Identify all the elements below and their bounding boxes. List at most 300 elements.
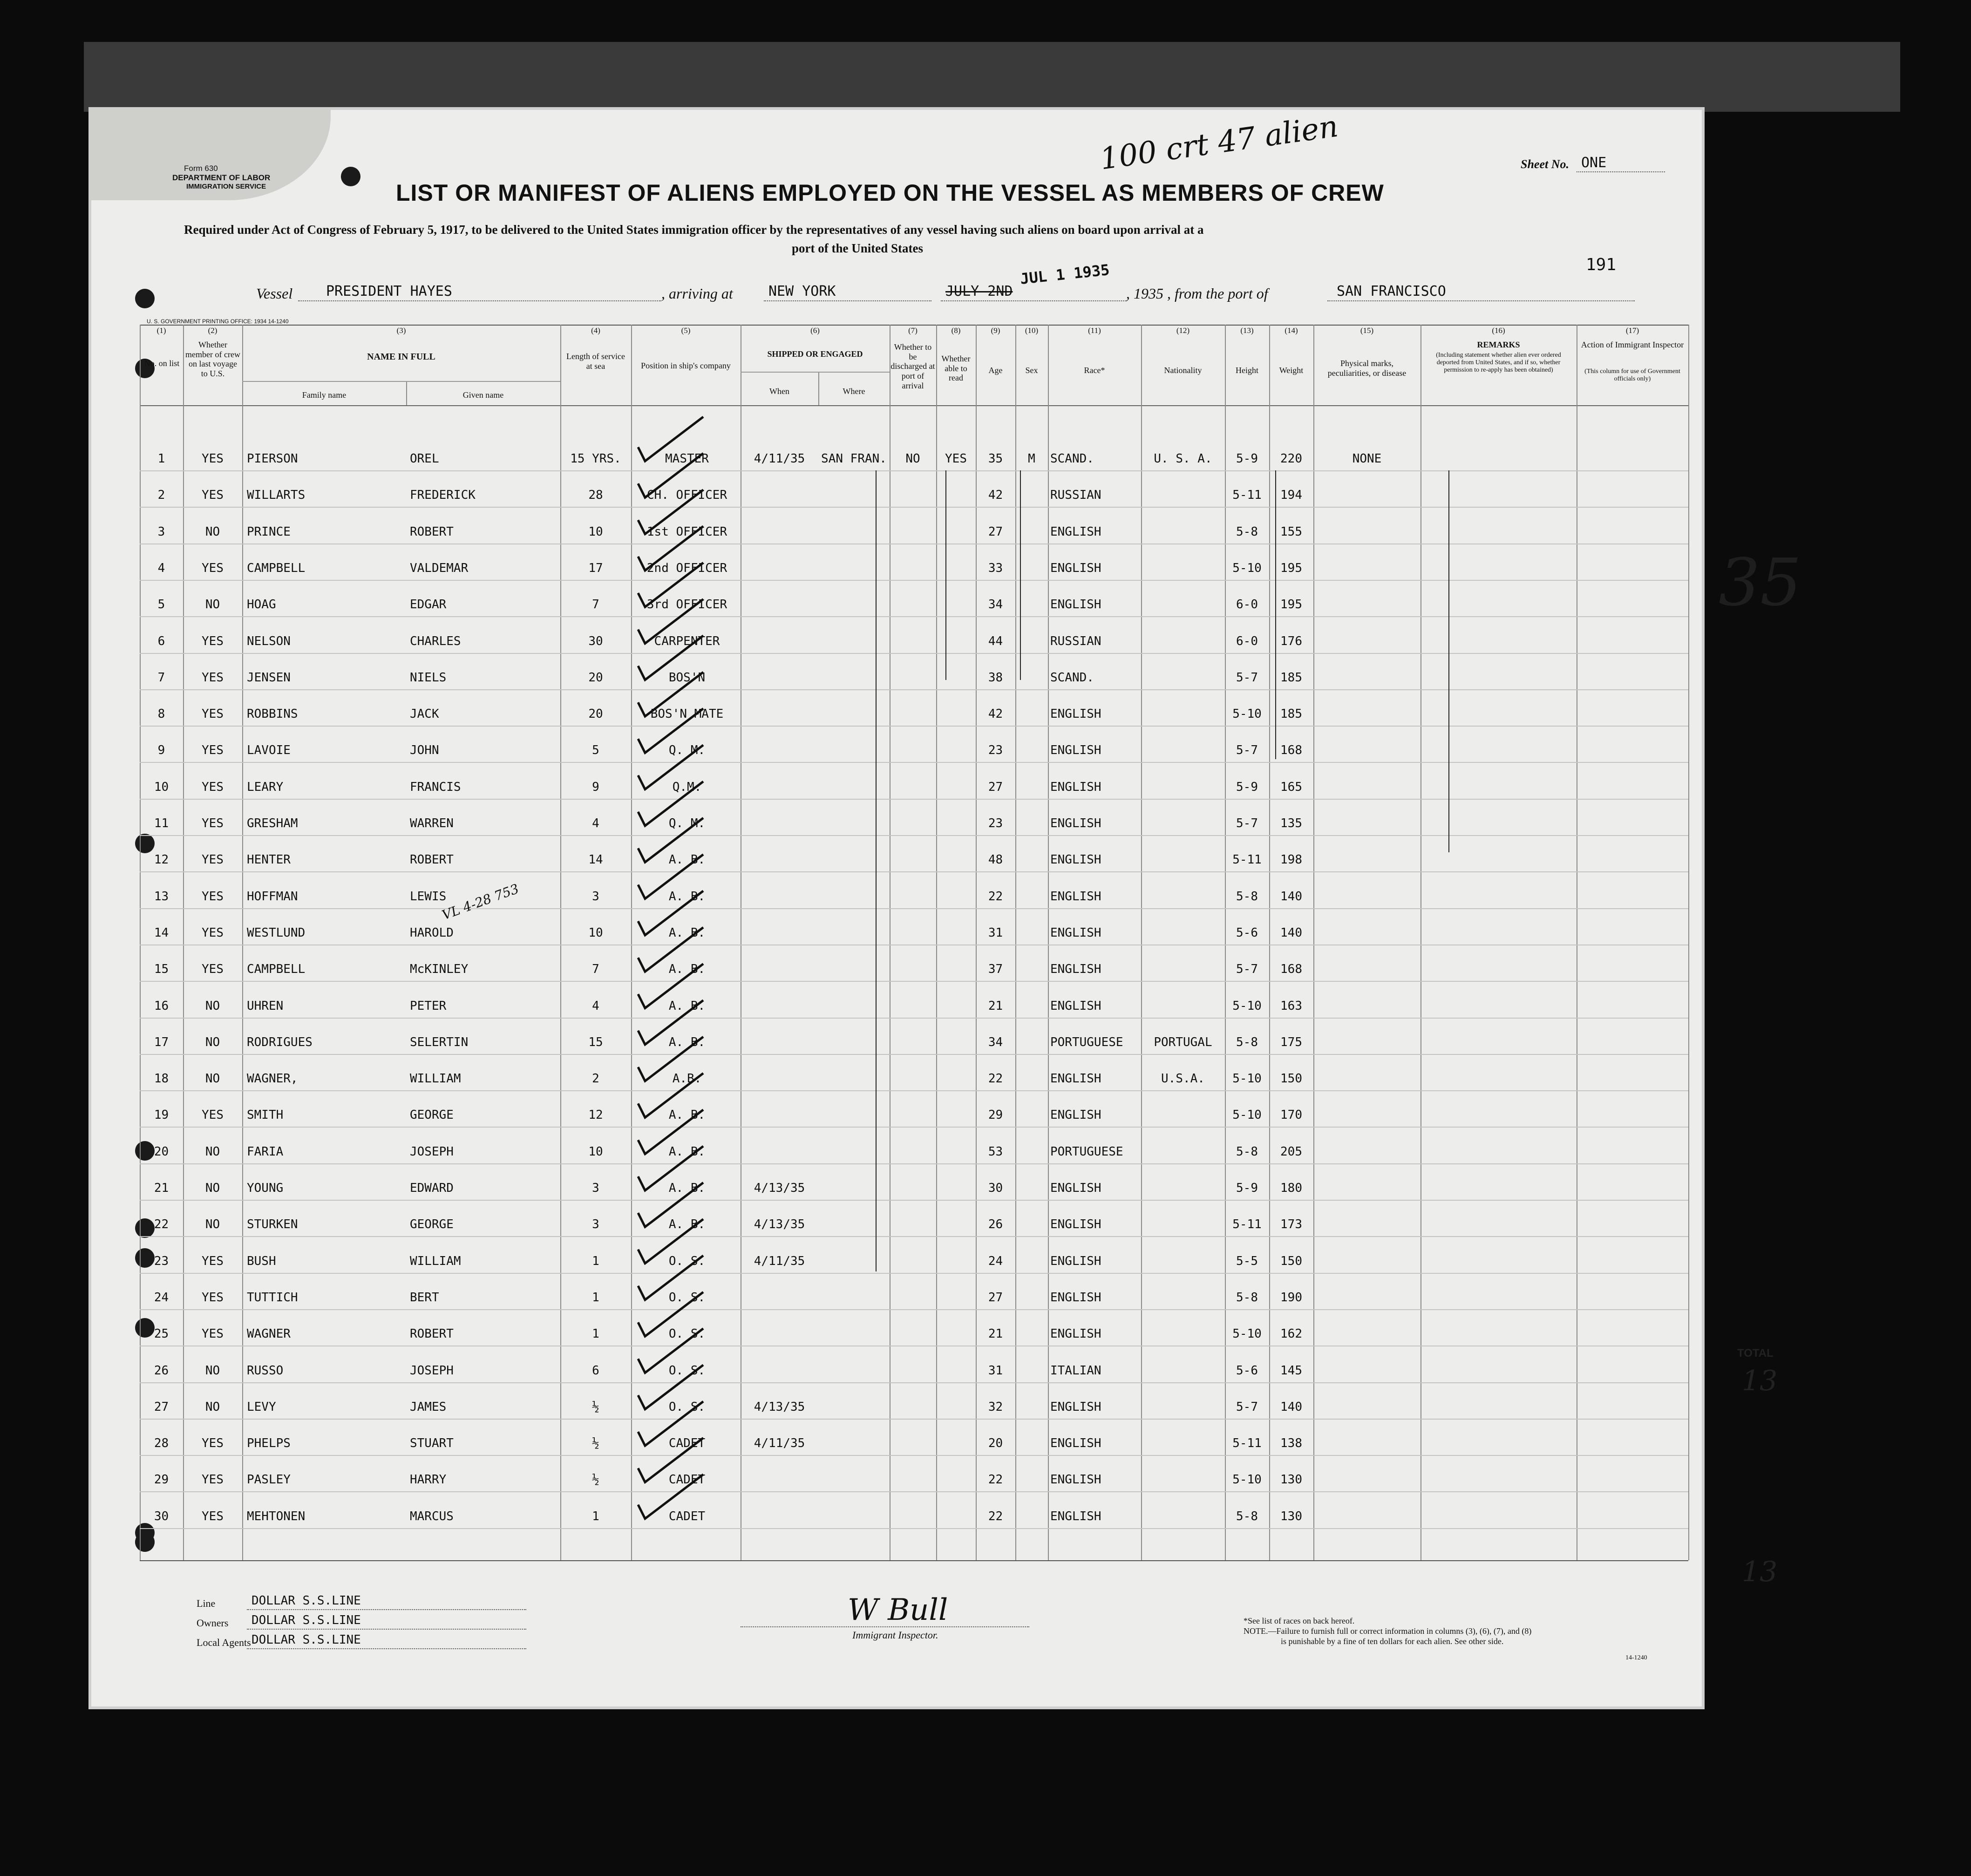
cell-race: ENGLISH xyxy=(1050,561,1101,575)
cell-given: FREDERICK xyxy=(410,488,476,502)
row-divider xyxy=(140,689,1688,690)
line-value: DOLLAR S.S.LINE xyxy=(251,1594,361,1608)
cell-no: 14 xyxy=(154,926,169,940)
header-action-note: (This column for use of Government officials only) xyxy=(1584,368,1680,383)
cell-age: 27 xyxy=(988,525,1003,539)
cell-prev: YES xyxy=(202,1108,224,1122)
cell-weight: 155 xyxy=(1280,525,1302,539)
immigrant-inspector-label: Immigrant Inspector. xyxy=(852,1629,938,1641)
cell-age: 38 xyxy=(988,671,1003,685)
cell-family: PHELPS xyxy=(247,1436,291,1450)
colnum-1: (1) xyxy=(156,326,166,335)
cell-family: ROBBINS xyxy=(247,707,298,721)
local-agents-label: Local Agents xyxy=(197,1637,251,1648)
cell-height: 5-11 xyxy=(1232,488,1262,502)
form-subtitle-2: port of the United States xyxy=(792,241,923,255)
row-divider xyxy=(140,1163,1688,1164)
cell-position: 3rd OFFICER xyxy=(646,598,727,612)
cell-service: 15 xyxy=(588,1035,603,1049)
cell-height: 5-10 xyxy=(1232,1473,1262,1487)
row-divider xyxy=(140,580,1688,581)
cell-age: 22 xyxy=(988,890,1003,904)
colnum-16: (16) xyxy=(1492,326,1505,335)
cell-position: O. S. xyxy=(668,1364,706,1378)
cell-prev: YES xyxy=(202,780,224,794)
cell-family: PIERSON xyxy=(247,452,298,466)
cell-family: CAMPBELL xyxy=(247,561,306,575)
cell-family: MEHTONEN xyxy=(247,1509,306,1523)
cell-age: 31 xyxy=(988,1364,1003,1378)
cell-given: GEORGE xyxy=(410,1108,454,1122)
cell-position: A. B. xyxy=(668,853,706,867)
cell-weight: 168 xyxy=(1280,962,1302,976)
cell-race: PORTUGUESE xyxy=(1050,1145,1123,1159)
cell-no: 2 xyxy=(157,488,165,502)
cell-weight: 190 xyxy=(1280,1291,1302,1305)
cell-position: A. B. xyxy=(668,962,706,976)
margin-mark: 35 xyxy=(1719,545,1802,621)
cell-service: 30 xyxy=(588,634,603,648)
cell-no: 17 xyxy=(154,1035,169,1049)
vessel-name: PRESIDENT HAYES xyxy=(326,283,452,299)
colnum-4: (4) xyxy=(591,326,600,335)
cell-position: A. B. xyxy=(668,1217,706,1231)
row-divider xyxy=(140,981,1688,982)
cell-given: JOSEPH xyxy=(410,1145,454,1159)
cell-no: 6 xyxy=(157,634,165,648)
cell-service: 17 xyxy=(588,561,603,575)
colnum-15: (15) xyxy=(1360,326,1374,335)
cell-prev: YES xyxy=(202,853,224,867)
cell-service: 20 xyxy=(588,671,603,685)
cell-prev: YES xyxy=(202,452,224,466)
cell-race: ENGLISH xyxy=(1050,999,1101,1013)
cell-prev: YES xyxy=(202,707,224,721)
cell-height: 5-6 xyxy=(1236,1364,1258,1378)
cell-given: EDGAR xyxy=(410,598,447,612)
cell-prev: NO xyxy=(205,1364,220,1378)
cell-no: 19 xyxy=(154,1108,169,1122)
ditto-line xyxy=(876,470,877,1271)
cell-position: A.B. xyxy=(672,1072,702,1086)
cell-prev: NO xyxy=(205,1072,220,1086)
cell-age: 33 xyxy=(988,561,1003,575)
cell-prev: YES xyxy=(202,488,224,502)
cell-height: 5-9 xyxy=(1236,1181,1258,1195)
cell-given: OREL xyxy=(410,452,439,466)
cell-prev: NO xyxy=(205,1217,220,1231)
row-divider xyxy=(140,616,1688,617)
cell-race: ENGLISH xyxy=(1050,1400,1101,1414)
cell-given: GEORGE xyxy=(410,1217,454,1231)
cell-given: WILLIAM xyxy=(410,1254,461,1268)
date-stamp: JUL 1 1935 xyxy=(1019,261,1111,288)
cell-no: 20 xyxy=(154,1145,169,1159)
cell-prev: NO xyxy=(205,1145,220,1159)
cell-height: 5-8 xyxy=(1236,1145,1258,1159)
cell-weight: 205 xyxy=(1280,1145,1302,1159)
cell-given: MARCUS xyxy=(410,1509,454,1523)
form-code: 14-1240 xyxy=(1625,1654,1647,1661)
cell-prev: NO xyxy=(205,1035,220,1049)
cell-age: 24 xyxy=(988,1254,1003,1268)
cell-height: 5-9 xyxy=(1236,452,1258,466)
row-divider xyxy=(140,1419,1688,1420)
check-mark xyxy=(638,417,703,461)
form-number: Form 630 xyxy=(184,164,218,173)
cell-family: WAGNER, xyxy=(247,1072,298,1086)
cell-given: JOHN xyxy=(410,743,439,757)
cell-weight: 165 xyxy=(1280,780,1302,794)
cell-given: CHARLES xyxy=(410,634,461,648)
cell-family: HENTER xyxy=(247,853,291,867)
cell-age: 22 xyxy=(988,1072,1003,1086)
row-divider xyxy=(140,1382,1688,1383)
cell-race: RUSSIAN xyxy=(1050,634,1101,648)
cell-age: 31 xyxy=(988,926,1003,940)
cell-position: O. S. xyxy=(668,1254,706,1268)
cell-when: 4/11/35 xyxy=(754,452,805,466)
cell-prev: YES xyxy=(202,890,224,904)
cell-race: ENGLISH xyxy=(1050,1473,1101,1487)
cell-prev: YES xyxy=(202,743,224,757)
cell-service: 14 xyxy=(588,853,603,867)
cell-age: 23 xyxy=(988,816,1003,830)
cell-nationality: U. S. A. xyxy=(1154,452,1212,466)
cell-height: 5-10 xyxy=(1232,999,1262,1013)
form-subtitle-1: Required under Act of Congress of February 5, 1917, to be delivered to the United States immigration officer by the representatives of any vessel having such aliens on board upon arrival at a xyxy=(184,223,1204,237)
colnum-6: (6) xyxy=(810,326,820,335)
header-previous-voyage: Whether member of crew on last voyage to U.S. xyxy=(185,340,240,379)
cell-service: 10 xyxy=(588,1145,603,1159)
cell-sex: M xyxy=(1028,452,1035,466)
row-divider xyxy=(140,1018,1688,1019)
cell-given: McKINLEY xyxy=(410,962,469,976)
cell-position: O. S. xyxy=(668,1327,706,1341)
colnum-17: (17) xyxy=(1625,326,1639,335)
cell-no: 9 xyxy=(157,743,165,757)
cell-family: JENSEN xyxy=(247,671,291,685)
cell-age: 29 xyxy=(988,1108,1003,1122)
header-height: Height xyxy=(1236,366,1258,375)
sheet-underline xyxy=(1577,171,1665,172)
cell-no: 22 xyxy=(154,1217,169,1231)
cell-no: 24 xyxy=(154,1291,169,1305)
cell-when: 4/13/35 xyxy=(754,1400,805,1414)
header-discharged: Whether to be discharged at port of arrival xyxy=(890,342,935,390)
fine-note-1: NOTE.—Failure to furnish full or correct information in columns (3), (6), (7), and (8) xyxy=(1244,1626,1532,1636)
cell-race: ENGLISH xyxy=(1050,926,1101,940)
cell-given: ROBERT xyxy=(410,853,454,867)
header-position: Position in ship's company xyxy=(641,361,731,370)
cell-family: UHREN xyxy=(247,999,284,1013)
cell-prev: NO xyxy=(205,525,220,539)
cell-prev: YES xyxy=(202,1327,224,1341)
cell-height: 5-8 xyxy=(1236,1035,1258,1049)
cell-race: ENGLISH xyxy=(1050,598,1101,612)
cell-service: 4 xyxy=(592,999,599,1013)
cell-weight: 185 xyxy=(1280,707,1302,721)
cell-height: 5-7 xyxy=(1236,816,1258,830)
cell-no: 16 xyxy=(154,999,169,1013)
header-nationality: Nationality xyxy=(1164,366,1202,375)
cell-age: 30 xyxy=(988,1181,1003,1195)
header-family-name: Family name xyxy=(302,390,347,400)
cell-service: 10 xyxy=(588,525,603,539)
sheet-label: Sheet No. xyxy=(1521,157,1569,171)
cell-age: 34 xyxy=(988,598,1003,612)
header-shipped-engaged: SHIPPED OR ENGAGED xyxy=(767,349,863,359)
cell-no: 1 xyxy=(157,452,165,466)
cell-service: ½ xyxy=(592,1436,599,1450)
ditto-line xyxy=(1448,736,1449,773)
cell-race: ENGLISH xyxy=(1050,1217,1101,1231)
cell-weight: 162 xyxy=(1280,1327,1302,1341)
cell-family: GRESHAM xyxy=(247,816,298,830)
cell-service: 10 xyxy=(588,926,603,940)
cell-nationality: PORTUGAL xyxy=(1154,1035,1212,1049)
local-agents-value: DOLLAR S.S.LINE xyxy=(251,1633,361,1647)
cell-no: 4 xyxy=(157,561,165,575)
bottom-total-value: 13 xyxy=(1742,1556,1778,1588)
row-divider xyxy=(140,908,1688,909)
cell-nationality: U.S.A. xyxy=(1161,1072,1205,1086)
colnum-9: (9) xyxy=(991,326,1000,335)
cell-family: HOFFMAN xyxy=(247,890,298,904)
cell-weight: 130 xyxy=(1280,1509,1302,1523)
cell-position: A. B. xyxy=(668,1108,706,1122)
cell-given: JOSEPH xyxy=(410,1364,454,1378)
header-age: Age xyxy=(988,366,1003,375)
cell-weight: 130 xyxy=(1280,1473,1302,1487)
cell-service: 1 xyxy=(592,1291,599,1305)
cell-position: Q. M. xyxy=(668,743,706,757)
colnum-11: (11) xyxy=(1088,326,1101,335)
cell-age: 37 xyxy=(988,962,1003,976)
cell-family: SMITH xyxy=(247,1108,284,1122)
header-sex: Sex xyxy=(1025,366,1038,375)
cell-position: CARPENTER xyxy=(654,634,720,648)
vessel-label: Vessel xyxy=(256,285,293,302)
sheet-number: ONE xyxy=(1581,155,1607,171)
cell-race: SCAND. xyxy=(1050,671,1094,685)
colnum-14: (14) xyxy=(1285,326,1298,335)
cell-height: 5-8 xyxy=(1236,525,1258,539)
cell-weight: 140 xyxy=(1280,1400,1302,1414)
cell-weight: 180 xyxy=(1280,1181,1302,1195)
cell-given: SELERTIN xyxy=(410,1035,469,1049)
cell-position: Q.M. xyxy=(672,780,702,794)
cell-age: 27 xyxy=(988,780,1003,794)
cell-position: 2nd OFFICER xyxy=(646,561,727,575)
handwritten-count: 100 crt 47 alien xyxy=(1098,109,1340,177)
cell-position: A. B. xyxy=(668,1181,706,1195)
cell-weight: 163 xyxy=(1280,999,1302,1013)
header-able-to-read: Whether able to read xyxy=(941,354,971,383)
cell-position: MASTER xyxy=(665,452,709,466)
cell-where: SAN FRAN. xyxy=(821,452,887,466)
cell-age: 21 xyxy=(988,999,1003,1013)
cell-service: 7 xyxy=(592,598,599,612)
cell-height: 5-10 xyxy=(1232,1108,1262,1122)
row-14-annotation: VL 4-28 753 xyxy=(440,881,521,923)
cell-prev: YES xyxy=(202,1436,224,1450)
row-divider xyxy=(140,762,1688,763)
punch-hole xyxy=(341,167,360,186)
cell-no: 10 xyxy=(154,780,169,794)
header-where: Where xyxy=(843,387,865,396)
cell-no: 12 xyxy=(154,853,169,867)
cell-service: 3 xyxy=(592,1217,599,1231)
cell-marks: NONE xyxy=(1352,452,1382,466)
cell-height: 5-7 xyxy=(1236,1400,1258,1414)
cell-age: 22 xyxy=(988,1473,1003,1487)
header-name-in-full: NAME IN FULL xyxy=(367,352,435,362)
ditto-line xyxy=(1448,470,1449,852)
department-label: DEPARTMENT OF LABOR xyxy=(172,173,271,182)
cell-family: RUSSO xyxy=(247,1364,284,1378)
punch-hole xyxy=(135,289,155,308)
cell-family: FARIA xyxy=(247,1145,284,1159)
cell-family: LAVOIE xyxy=(247,743,291,757)
punch-hole xyxy=(135,834,155,853)
cell-weight: 135 xyxy=(1280,816,1302,830)
cell-prev: YES xyxy=(202,816,224,830)
printing-office: U. S. GOVERNMENT PRINTING OFFICE: 1934 14-1240 xyxy=(147,318,289,325)
cell-discharged: NO xyxy=(905,452,920,466)
cell-family: STURKEN xyxy=(247,1217,298,1231)
cell-height: 5-8 xyxy=(1236,890,1258,904)
cell-service: 3 xyxy=(592,890,599,904)
row-divider xyxy=(140,1236,1688,1237)
cell-prev: YES xyxy=(202,1254,224,1268)
cell-no: 18 xyxy=(154,1072,169,1086)
row-divider xyxy=(140,1200,1688,1201)
cell-position: A. B. xyxy=(668,1145,706,1159)
cell-no: 8 xyxy=(157,707,165,721)
owners-label: Owners xyxy=(197,1617,229,1629)
races-note: *See list of races on back hereof. xyxy=(1244,1616,1355,1625)
cell-service: 7 xyxy=(592,962,599,976)
colnum-12: (12) xyxy=(1176,326,1190,335)
cell-height: 5-10 xyxy=(1232,561,1262,575)
cell-no: 30 xyxy=(154,1509,169,1523)
cell-given: ROBERT xyxy=(410,1327,454,1341)
cell-given: FRANCIS xyxy=(410,780,461,794)
cell-no: 27 xyxy=(154,1400,169,1414)
struck-date: JULY 2ND xyxy=(945,283,1013,299)
cell-no: 15 xyxy=(154,962,169,976)
cell-weight: 150 xyxy=(1280,1072,1302,1086)
service-label: IMMIGRATION SERVICE xyxy=(186,183,266,190)
cell-given: STUART xyxy=(410,1436,454,1450)
cell-weight: 195 xyxy=(1280,561,1302,575)
arriving-label: , arriving at xyxy=(661,285,733,302)
cell-weight: 140 xyxy=(1280,926,1302,940)
cell-position: A. B. xyxy=(668,890,706,904)
cell-position: CADET xyxy=(668,1509,706,1523)
row-divider xyxy=(140,726,1688,727)
cell-race: ENGLISH xyxy=(1050,890,1101,904)
row-divider xyxy=(140,1309,1688,1310)
cell-family: PRINCE xyxy=(247,525,291,539)
header-given-name: Given name xyxy=(462,390,504,400)
cell-family: TUTTICH xyxy=(247,1291,298,1305)
cell-when: 4/13/35 xyxy=(754,1181,805,1195)
cell-position: CH. OFFICER xyxy=(646,488,727,502)
cell-age: 42 xyxy=(988,488,1003,502)
cell-no: 5 xyxy=(157,598,165,612)
cell-prev: YES xyxy=(202,1291,224,1305)
cell-height: 5-10 xyxy=(1232,1072,1262,1086)
cell-race: ENGLISH xyxy=(1050,743,1101,757)
row-divider xyxy=(140,1491,1688,1492)
cell-given: EDWARD xyxy=(410,1181,454,1195)
cell-service: 4 xyxy=(592,816,599,830)
row-divider xyxy=(140,1127,1688,1128)
cell-given: LEWIS xyxy=(410,890,447,904)
cell-prev: NO xyxy=(205,598,220,612)
header-race: Race* xyxy=(1084,366,1105,375)
row-divider xyxy=(140,835,1688,836)
total-value: 13 xyxy=(1742,1365,1778,1397)
cell-position: BOS'N xyxy=(668,671,706,685)
cell-weight: 145 xyxy=(1280,1364,1302,1378)
cell-age: 32 xyxy=(988,1400,1003,1414)
cell-age: 34 xyxy=(988,1035,1003,1049)
cell-family: BUSH xyxy=(247,1254,276,1268)
row-divider xyxy=(140,1054,1688,1055)
row-divider xyxy=(140,799,1688,800)
cell-height: 5-6 xyxy=(1236,926,1258,940)
cell-no: 11 xyxy=(154,816,169,830)
cell-height: 6-0 xyxy=(1236,598,1258,612)
cell-when: 4/11/35 xyxy=(754,1254,805,1268)
cell-age: 22 xyxy=(988,1509,1003,1523)
row-divider xyxy=(140,1528,1688,1529)
cell-prev: YES xyxy=(202,926,224,940)
cell-position: O. S. xyxy=(668,1400,706,1414)
cell-race: ITALIAN xyxy=(1050,1364,1101,1378)
cell-age: 20 xyxy=(988,1436,1003,1450)
row-divider xyxy=(140,1455,1688,1456)
colnum-2: (2) xyxy=(208,326,217,335)
punch-hole xyxy=(135,1532,155,1552)
cell-given: WILLIAM xyxy=(410,1072,461,1086)
cell-given: HAROLD xyxy=(410,926,454,940)
cell-age: 42 xyxy=(988,707,1003,721)
row-divider xyxy=(140,507,1688,508)
cell-height: 5-11 xyxy=(1232,1436,1262,1450)
cell-family: WILLARTS xyxy=(247,488,306,502)
cell-weight: 185 xyxy=(1280,671,1302,685)
cell-given: JAMES xyxy=(410,1400,447,1414)
cell-service: 15 YRS. xyxy=(570,452,621,466)
header-action: Action of Immigrant Inspector xyxy=(1581,340,1684,349)
ditto-line xyxy=(1020,470,1021,680)
colnum-10: (10) xyxy=(1025,326,1039,335)
cell-age: 44 xyxy=(988,634,1003,648)
cell-height: 5-11 xyxy=(1232,853,1262,867)
cell-height: 5-5 xyxy=(1236,1254,1258,1268)
cell-prev: NO xyxy=(205,1181,220,1195)
cell-race: ENGLISH xyxy=(1050,1108,1101,1122)
cell-no: 26 xyxy=(154,1364,169,1378)
cell-service: 5 xyxy=(592,743,599,757)
row-divider xyxy=(140,470,1688,471)
colnum-7: (7) xyxy=(908,326,918,335)
page-number: 191 xyxy=(1586,255,1617,274)
